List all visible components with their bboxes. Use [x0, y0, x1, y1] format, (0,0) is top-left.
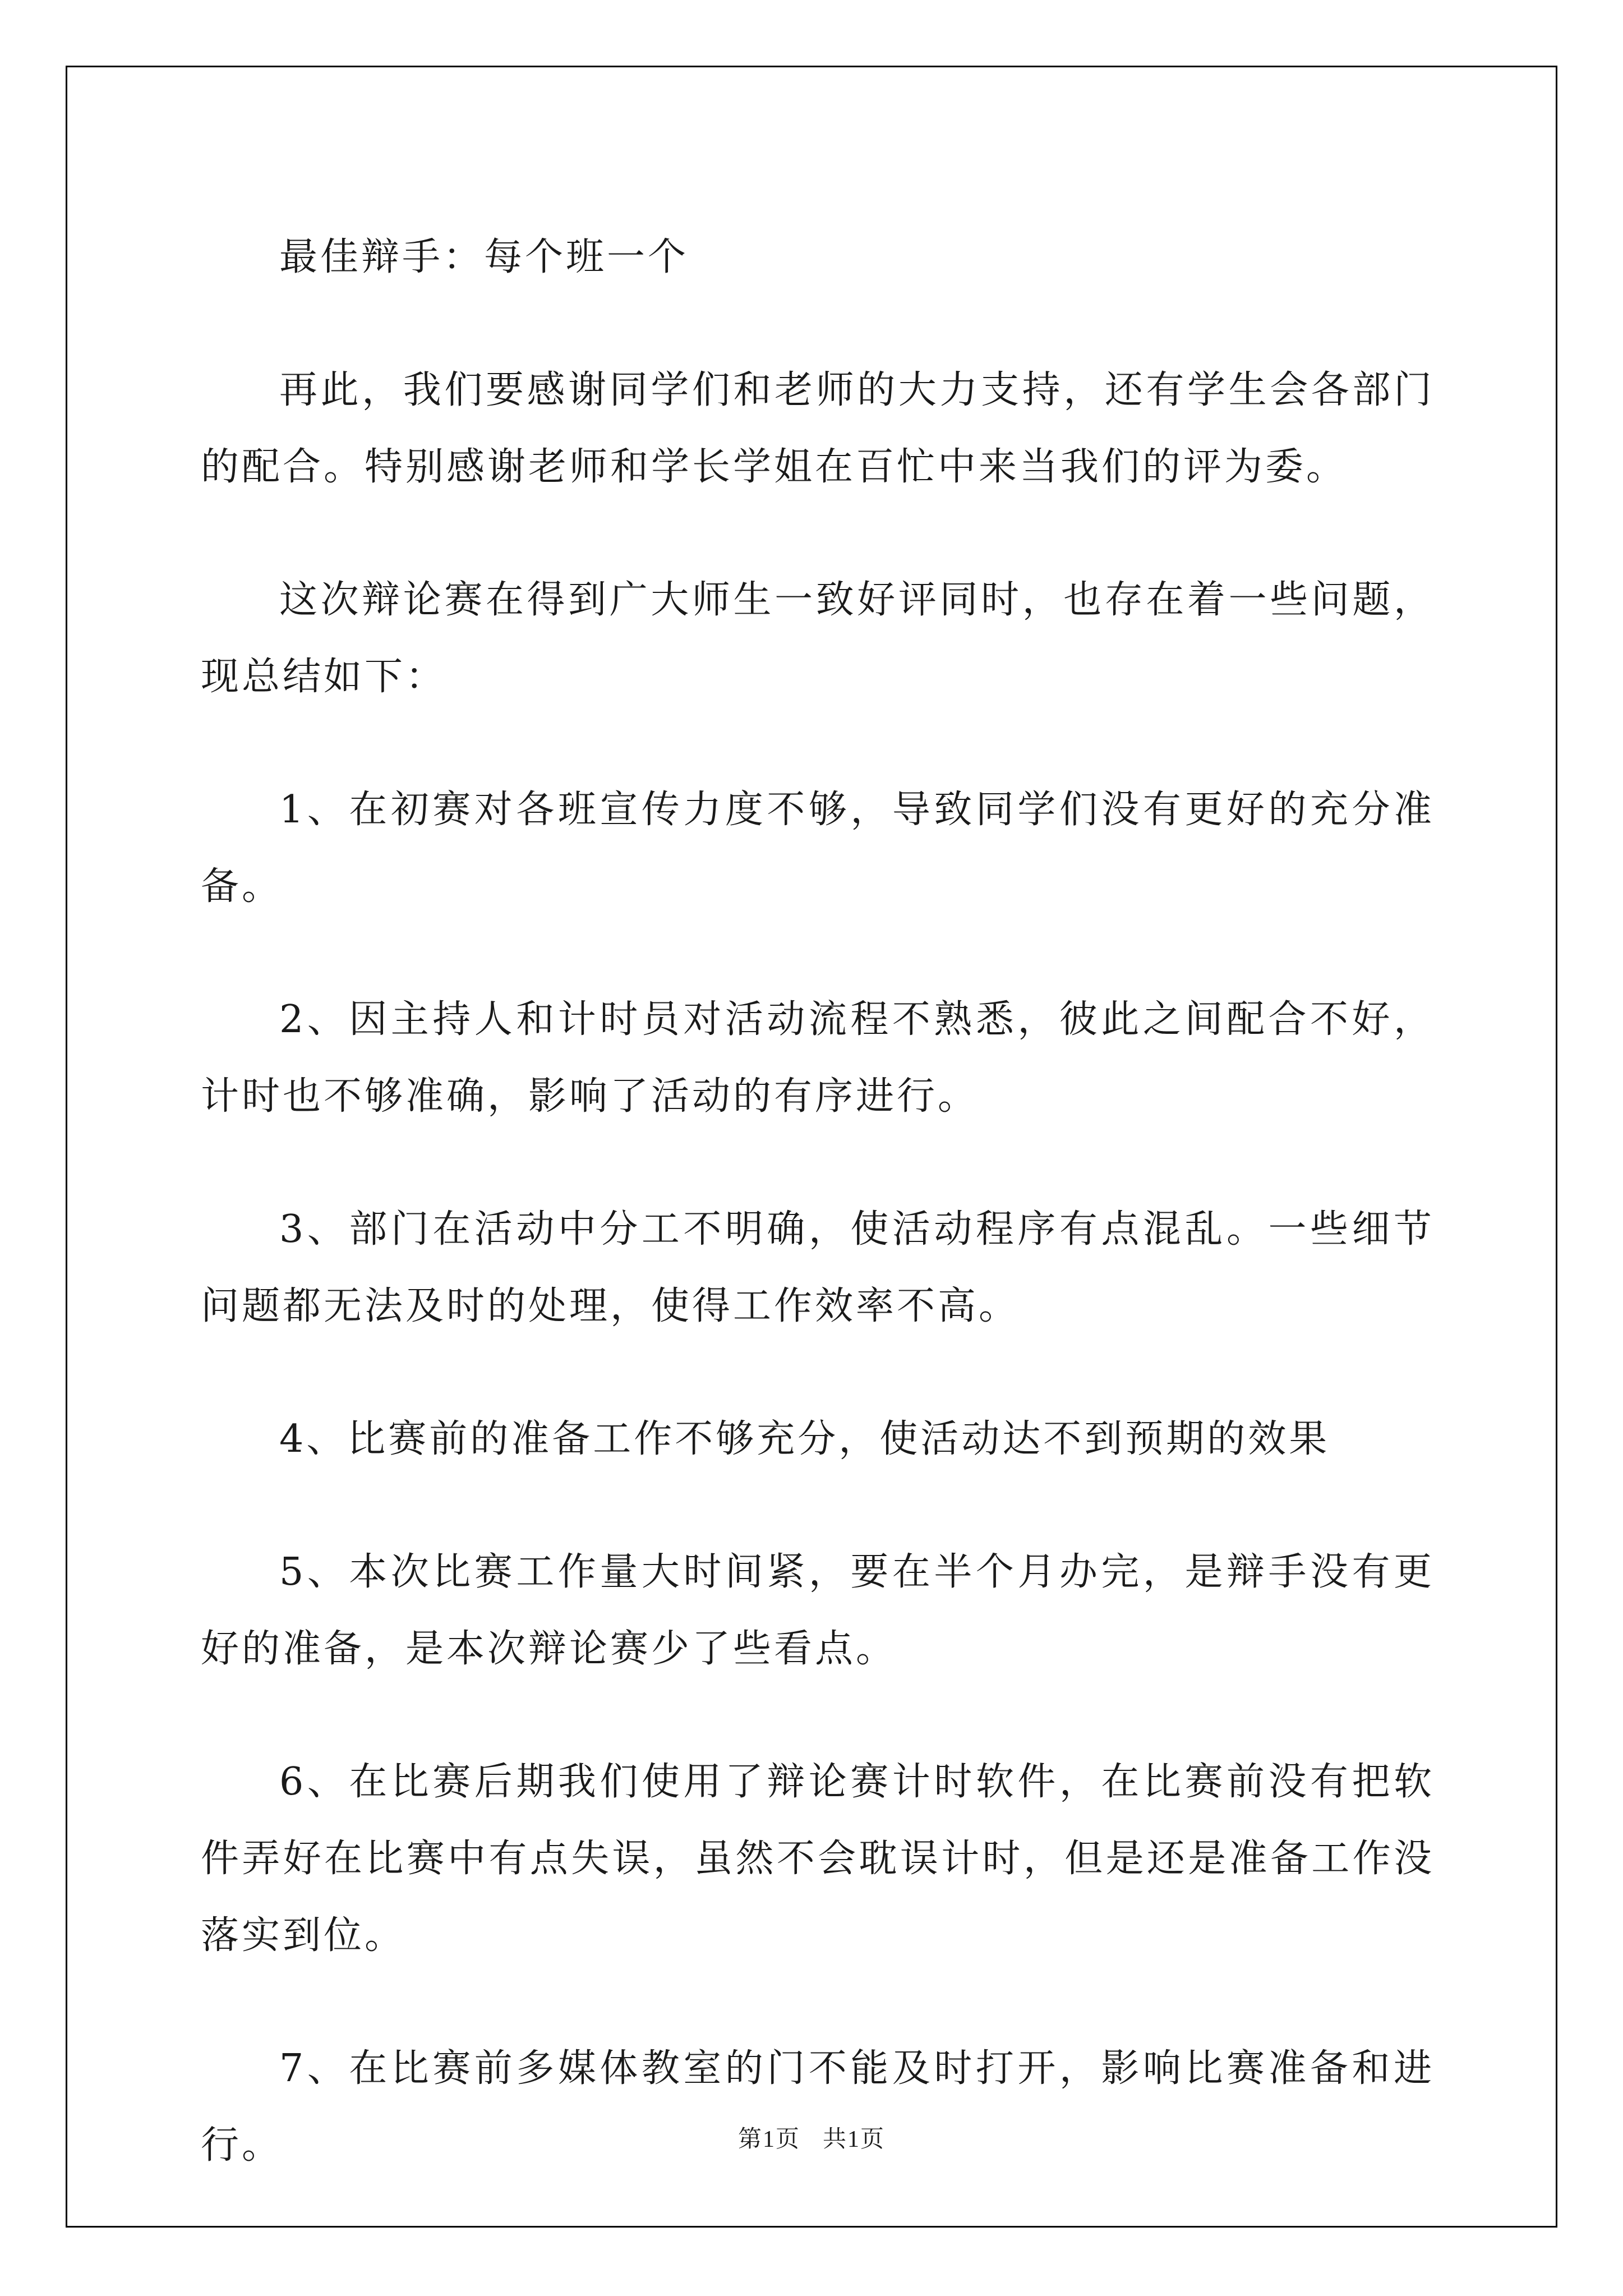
paragraph-item-7: 7、在比赛前多媒体教室的门不能及时打开，影响比赛准备和进行。	[201, 2046, 1435, 2168]
paragraph-item-4: 4、比赛前的准备工作不够充分，使活动达不到预期的效果	[279, 1417, 1330, 1461]
paragraph-item-1: 1、在初赛对各班宣传力度不够，导致同学们没有更好的充分准备。	[201, 788, 1435, 909]
page-number: 第1页	[737, 2127, 800, 2152]
page-total: 共1页	[823, 2127, 886, 2152]
paragraph-item-5: 5、本次比赛工作量大时间紧，要在半个月办完，是辩手没有更好的准备，是本次辩论赛少了些看点。	[201, 1550, 1435, 1671]
paragraph-summary-intro: 这次辩论赛在得到广大师生一致好评同时，也存在着一些问题，现总结如下：	[201, 578, 1435, 699]
paragraph-best-debater: 最佳辩手：每个班一个	[279, 235, 689, 279]
paragraph-item-2: 2、因主持人和计时员对活动流程不熟悉，彼此之间配合不好，计时也不够准确，影响了活动的有序进行。	[201, 997, 1435, 1119]
page-footer	[0, 2120, 1623, 2154]
paragraph-thanks: 再此，我们要感谢同学们和老师的大力支持，还有学生会各部门的配合。特别感谢老师和学长学姐在百忙中来当我们的评为委。	[201, 368, 1435, 489]
paragraph-item-3: 3、部门在活动中分工不明确，使活动程序有点混乱。一些细节问题都无法及时的处理，使得工作效率不高。	[201, 1207, 1435, 1328]
document-body	[201, 219, 1435, 2240]
paragraph-item-6: 6、在比赛后期我们使用了辩论赛计时软件，在比赛前没有把软件弄好在比赛中有点失误，虽然不会耽误计时，但是还是准备工作没落实到位。	[201, 1760, 1435, 1958]
